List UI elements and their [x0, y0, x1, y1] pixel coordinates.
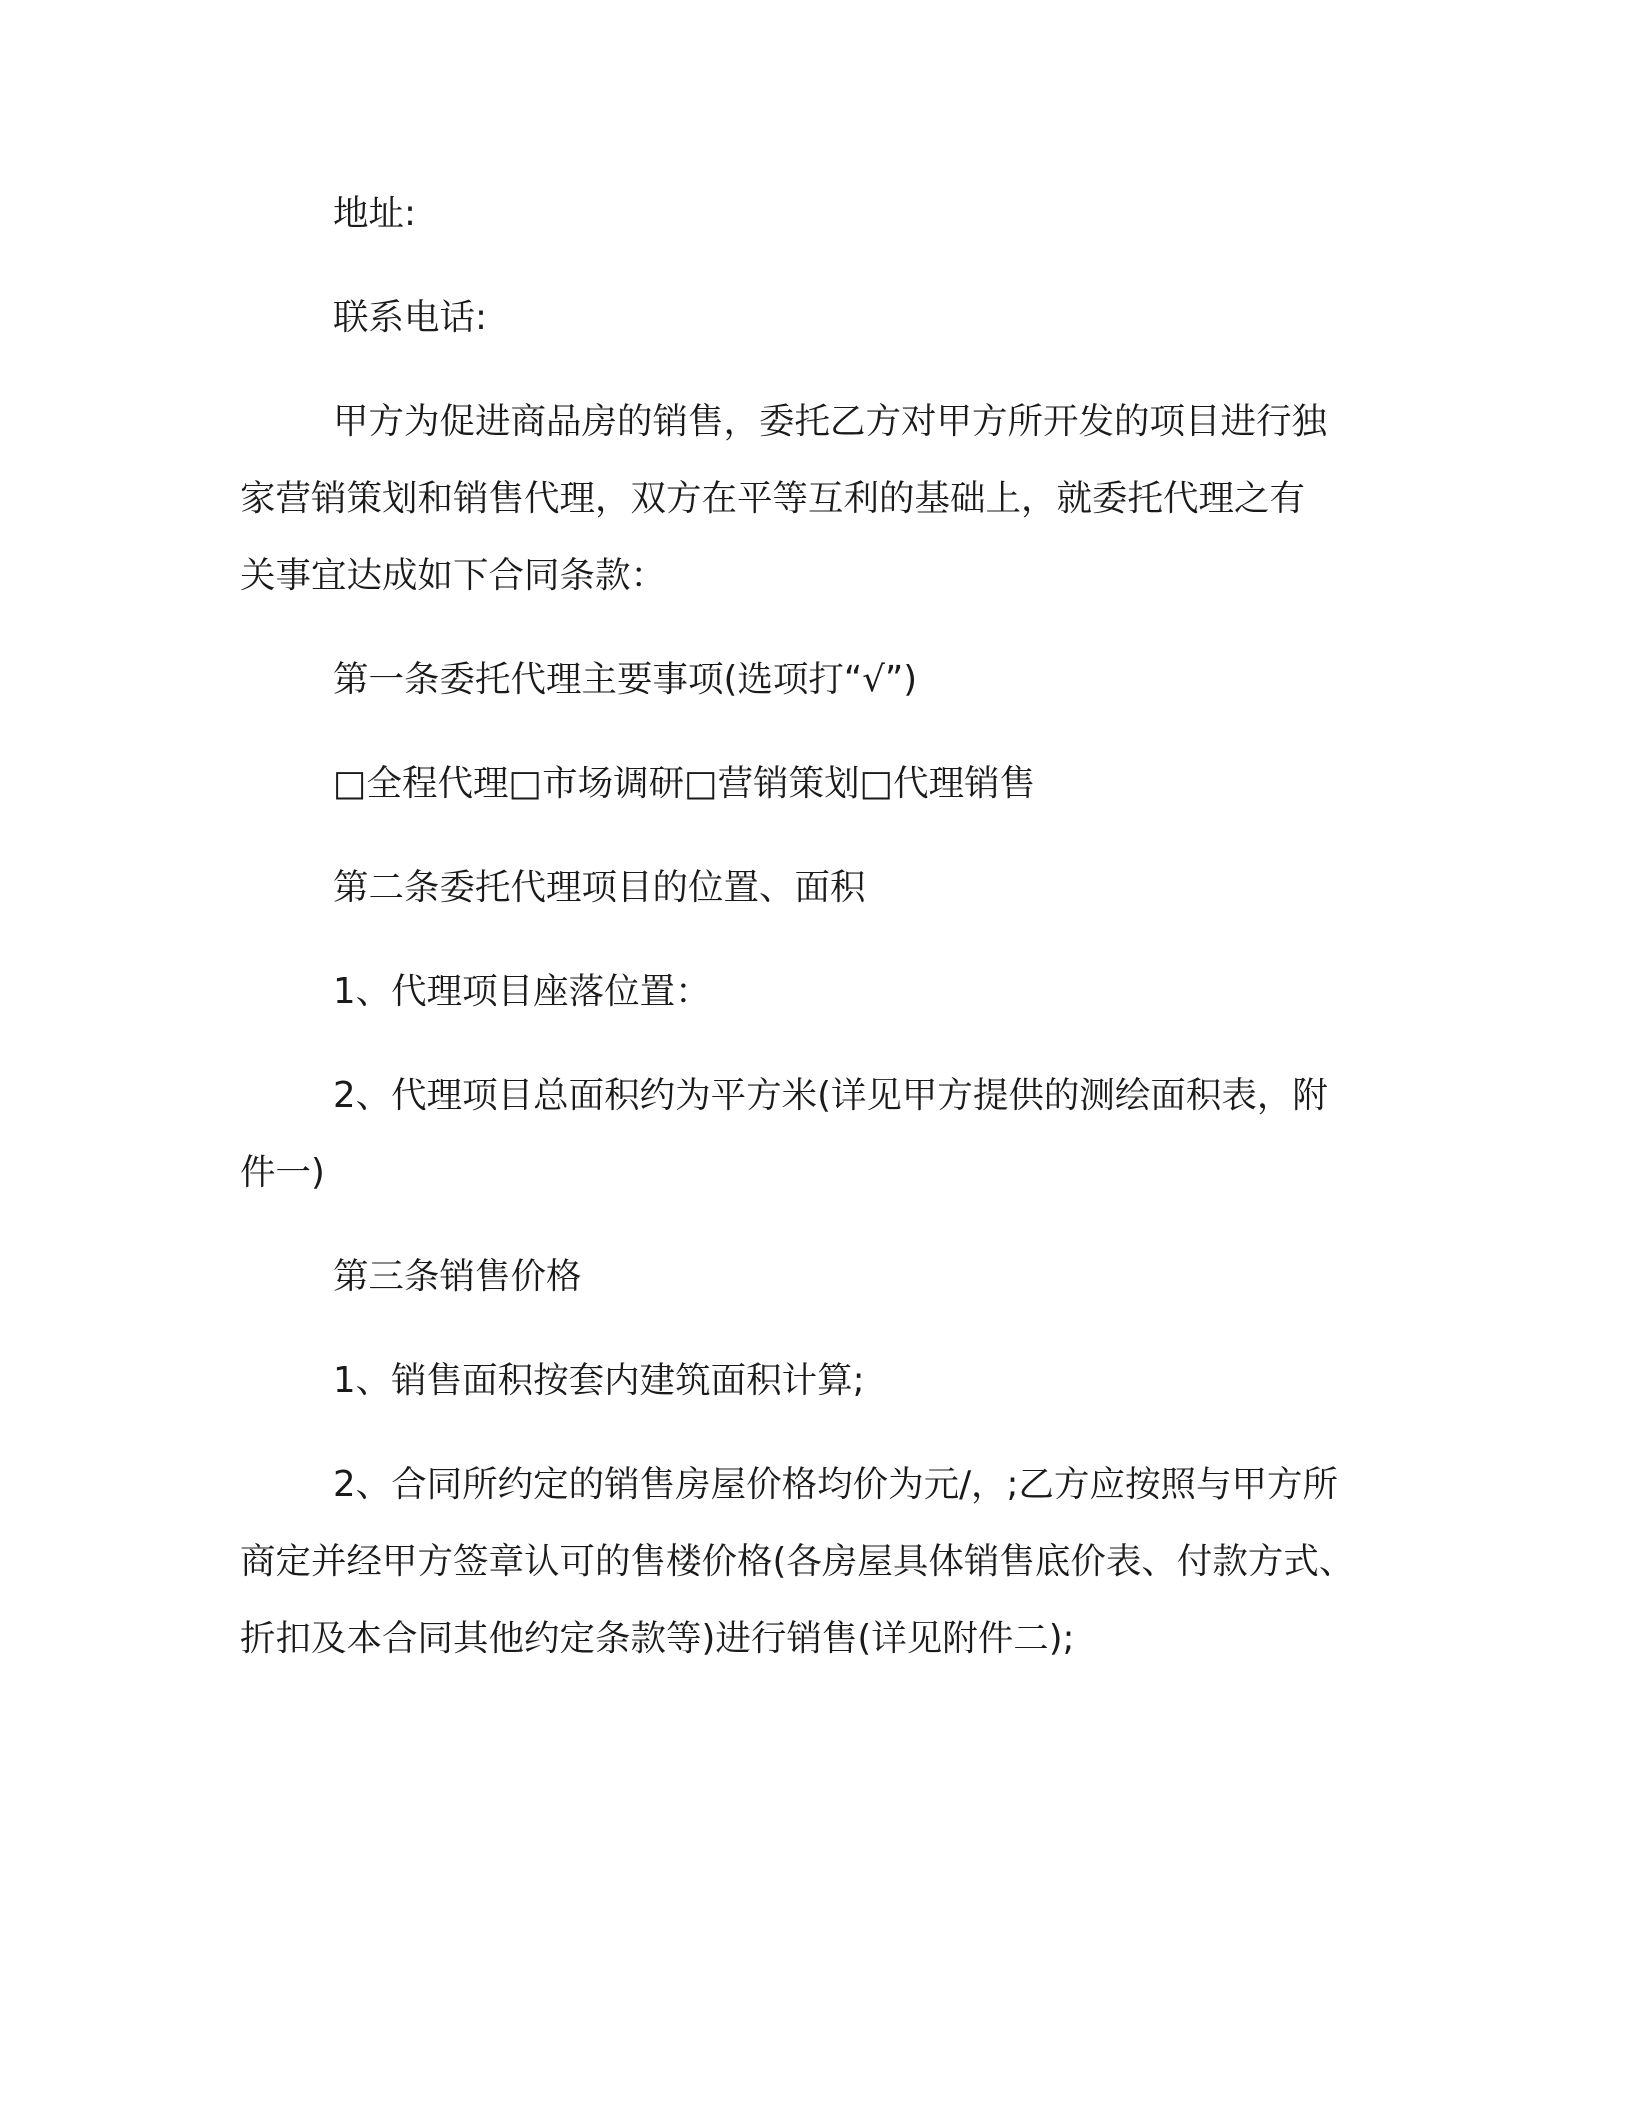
text-line: 商定并经甲方签章认可的售楼价格(各房屋具体销售底价表、付款方式、: [240, 1541, 1355, 1582]
phone-label: 联系电话:: [333, 297, 487, 338]
clause-3-1: [240, 1342, 1440, 1419]
article-1-heading: [240, 641, 1440, 718]
article-3-heading: [240, 1238, 1440, 1315]
article-2-heading: [240, 849, 1440, 926]
clause-3-2: [240, 1446, 1440, 1677]
text-line: 第一条委托代理主要事项(选项打“√”): [333, 659, 918, 700]
text-line: 甲方为促进商品房的销售，委托乙方对甲方所开发的项目进行独: [333, 401, 1328, 442]
intro-paragraph: [240, 383, 1440, 614]
text-line: 关事宜达成如下合同条款：: [240, 555, 667, 596]
address-label: 地址:: [333, 193, 416, 234]
text-line: 折扣及本合同其他约定条款等)进行销售(详见附件二);: [240, 1618, 1075, 1659]
text-line: 1、代理项目座落位置：: [333, 971, 711, 1012]
text-line: 第三条销售价格: [333, 1256, 582, 1297]
text-line: 第二条委托代理项目的位置、面积: [333, 867, 866, 908]
text-line: 2、代理项目总面积约为平方米(详见甲方提供的测绘面积表，附: [333, 1075, 1328, 1116]
service-options: [240, 745, 1440, 822]
text-line: 家营销策划和销售代理，双方在平等互利的基础上，就委托代理之有: [240, 478, 1306, 519]
clause-2-1: [240, 953, 1440, 1030]
text-line: 1、销售面积按套内建筑面积计算;: [333, 1360, 865, 1401]
text-line: 2、合同所约定的销售房屋价格均价为元/，;乙方应按照与甲方所: [333, 1464, 1339, 1505]
text-line: 件一): [240, 1152, 325, 1193]
phone-field: [240, 279, 1440, 356]
document-body: [240, 175, 1440, 1704]
address-field: [240, 175, 1440, 252]
text-line: □全程代理□市场调研□营销策划□代理销售: [333, 763, 1036, 804]
clause-2-2: [240, 1057, 1440, 1211]
